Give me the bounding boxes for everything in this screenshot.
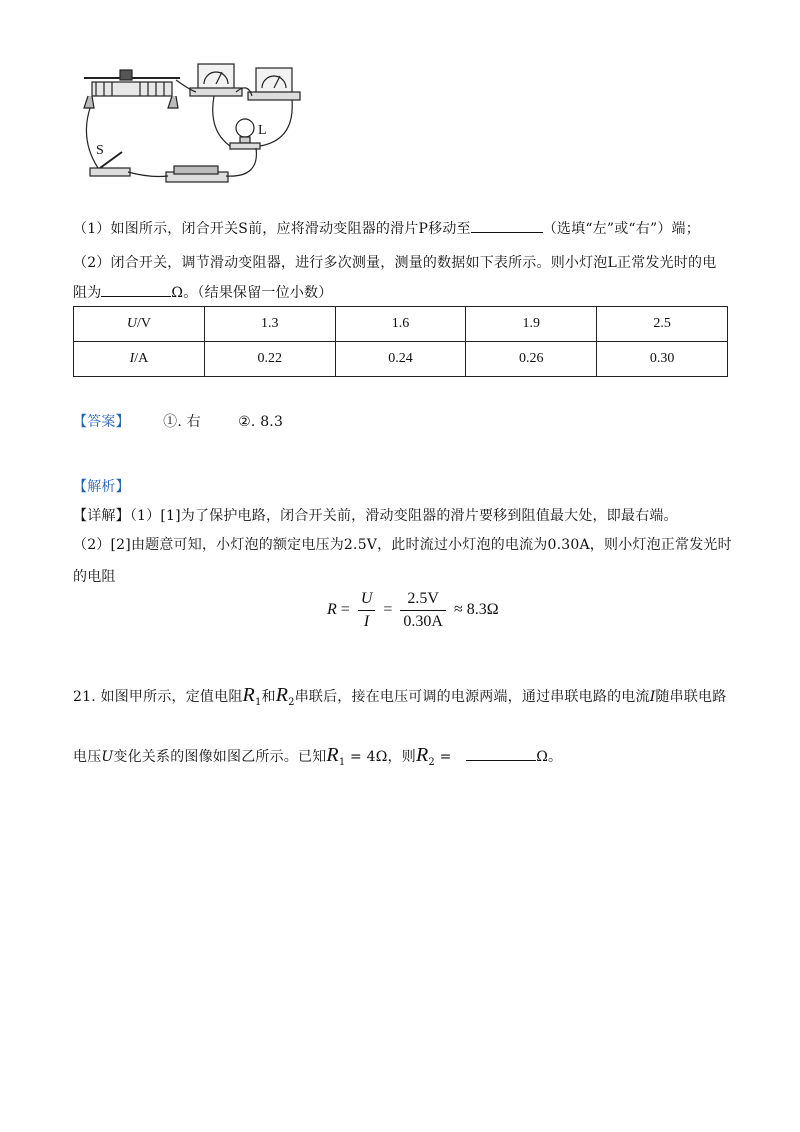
question-2-line-2 — [73, 282, 332, 302]
analysis-line-3: 的电阻 — [73, 569, 116, 585]
table-row — [74, 307, 728, 342]
q2-suffix: Ω。（结果保留一位小数） — [171, 285, 333, 301]
answer-1: ①. 右 — [163, 414, 201, 430]
q2-prefix: 阻为 — [73, 285, 102, 301]
table-cell: 0.26 — [466, 342, 597, 377]
detail-tag: 【详解】 — [73, 508, 130, 524]
q1-prefix: （1）如图所示，闭合开关S前，应将滑动变阻器的滑片P移动至 — [73, 221, 471, 237]
rheostat-icon — [84, 70, 180, 108]
table-row — [74, 342, 728, 377]
table-cell: 1.3 — [204, 307, 335, 342]
q1-answer-blank[interactable] — [471, 220, 543, 233]
table-cell: 1.9 — [466, 307, 597, 342]
question-1-line — [73, 218, 700, 238]
table-cell: 1.6 — [335, 307, 466, 342]
table-cell: 0.30 — [597, 342, 728, 377]
question-21-line-1: 21. 如图甲所示，定值电阻$R_1$和$R_2$串联后，接在电压可调的电源两端，通过串联电路的电流I随串联电路 — [73, 684, 727, 708]
analysis-line-2: （2）[2]由题意可知，小灯泡的额定电压为2.5V，此时流过小灯泡的电流为0.30A，则小灯泡正常发光时 — [73, 537, 732, 553]
analysis-tag: 【解析】 — [73, 479, 130, 495]
lamp-label: L — [258, 123, 267, 138]
analysis-line-1: 【详解】（1）[1]为了保护电路，闭合开关前，滑动变阻器的滑片要移到阻值最大处，即最右端。 — [73, 508, 678, 524]
circuit-figure — [80, 60, 310, 190]
measurement-table — [73, 306, 728, 377]
answer-line — [73, 411, 283, 431]
voltmeter-icon — [248, 68, 300, 100]
question-21-line-2: 电压U变化关系的图像如图乙所示。已知$R_1 = 4\Omega$，则$R_2 = \Omega$。 — [73, 744, 563, 768]
battery-icon — [166, 166, 228, 182]
q2-answer-blank[interactable] — [101, 284, 171, 297]
switch-label: S — [96, 143, 104, 158]
table-cell: 2.5 — [597, 307, 728, 342]
resistance-formula: R = $\frac{U}{I}$ = $\frac{2.5V}{0.30A}$ ≈ 8.3Ω — [327, 590, 499, 630]
table-header-cell: U/V — [74, 307, 205, 342]
question-2-line-1: （2）闭合开关，调节滑动变阻器，进行多次测量，测量的数据如下表所示。则小灯泡L正常发光时的电 — [73, 255, 717, 271]
table-cell: 0.22 — [204, 342, 335, 377]
ammeter-icon — [190, 64, 242, 96]
table-cell: 0.24 — [335, 342, 466, 377]
answer-tag: 【答案】 — [73, 414, 130, 430]
answer-2: ②. 8.3 — [238, 414, 284, 430]
lamp-icon — [230, 119, 260, 149]
q1-suffix: （选填“左”或“右”）端； — [542, 221, 700, 237]
table-header-cell: I/A — [74, 342, 205, 377]
q21-answer-blank[interactable] — [466, 748, 536, 761]
